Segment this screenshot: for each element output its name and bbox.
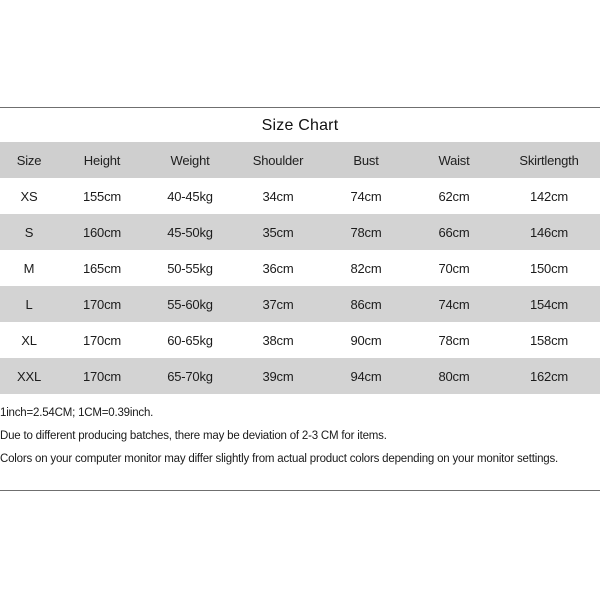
monitor-color-note: Colors on your computer monitor may differ slightly from actual product colors depending on your monitor settings. <box>0 453 559 465</box>
column-header-waist: Waist <box>438 152 470 168</box>
bottom-divider <box>0 490 600 491</box>
cell-height: 170cm <box>82 332 122 348</box>
cell-height: 170cm <box>82 368 122 384</box>
cell-bust: 86cm <box>350 296 382 312</box>
size-notes <box>0 406 600 466</box>
table-row <box>0 286 600 322</box>
cell-waist: 62cm <box>438 188 470 204</box>
table-row <box>0 358 600 394</box>
cell-skirtlength: 154cm <box>529 296 569 312</box>
cell-size: L <box>25 296 33 312</box>
cell-shoulder: 38cm <box>262 332 294 348</box>
cell-weight: 45-50kg <box>167 224 213 240</box>
column-header-bust: Bust <box>353 152 379 168</box>
cell-size: M <box>23 260 35 276</box>
cell-waist: 66cm <box>438 224 470 240</box>
cell-skirtlength: 150cm <box>529 260 569 276</box>
table-row <box>0 178 600 214</box>
column-header-skirtlength: Skirtlength <box>519 152 579 168</box>
cell-skirtlength: 162cm <box>529 368 569 384</box>
cell-size: S <box>24 224 34 240</box>
cell-waist: 74cm <box>438 296 470 312</box>
cell-bust: 82cm <box>350 260 382 276</box>
cell-height: 170cm <box>82 296 122 312</box>
cell-shoulder: 37cm <box>262 296 294 312</box>
table-row <box>0 250 600 286</box>
cell-shoulder: 35cm <box>262 224 294 240</box>
cell-weight: 50-55kg <box>167 260 213 276</box>
cell-waist: 80cm <box>438 368 470 384</box>
cell-skirtlength: 142cm <box>529 188 569 204</box>
table-header-row <box>0 142 600 178</box>
cell-skirtlength: 146cm <box>529 224 569 240</box>
size-table <box>0 142 600 394</box>
cell-weight: 60-65kg <box>167 332 213 348</box>
batch-deviation-note: Due to different producing batches, there may be deviation of 2-3 CM for items. <box>0 430 387 442</box>
table-row <box>0 214 600 250</box>
cell-bust: 78cm <box>350 224 382 240</box>
cell-shoulder: 34cm <box>262 188 294 204</box>
column-header-shoulder: Shoulder <box>252 152 304 168</box>
cell-waist: 78cm <box>438 332 470 348</box>
cell-size: XS <box>20 188 38 204</box>
column-header-height: Height <box>83 152 121 168</box>
cell-height: 155cm <box>82 188 122 204</box>
top-divider <box>0 107 600 108</box>
cell-height: 160cm <box>82 224 122 240</box>
cell-bust: 94cm <box>350 368 382 384</box>
cell-bust: 74cm <box>350 188 382 204</box>
cell-height: 165cm <box>82 260 122 276</box>
column-header-size: Size <box>16 152 42 168</box>
cell-waist: 70cm <box>438 260 470 276</box>
cell-shoulder: 36cm <box>262 260 294 276</box>
cell-weight: 55-60kg <box>167 296 213 312</box>
cell-weight: 40-45kg <box>167 188 213 204</box>
cell-size: XL <box>21 332 37 348</box>
unit-conversion-note: 1inch=2.54CM; 1CM=0.39inch. <box>0 407 154 419</box>
cell-bust: 90cm <box>350 332 382 348</box>
cell-size: XXL <box>17 368 41 384</box>
cell-weight: 65-70kg <box>167 368 213 384</box>
cell-skirtlength: 158cm <box>529 332 569 348</box>
size-chart <box>0 107 600 491</box>
table-row <box>0 322 600 358</box>
column-header-weight: Weight <box>170 152 210 168</box>
cell-shoulder: 39cm <box>262 368 294 384</box>
chart-title: Size Chart <box>261 117 339 134</box>
